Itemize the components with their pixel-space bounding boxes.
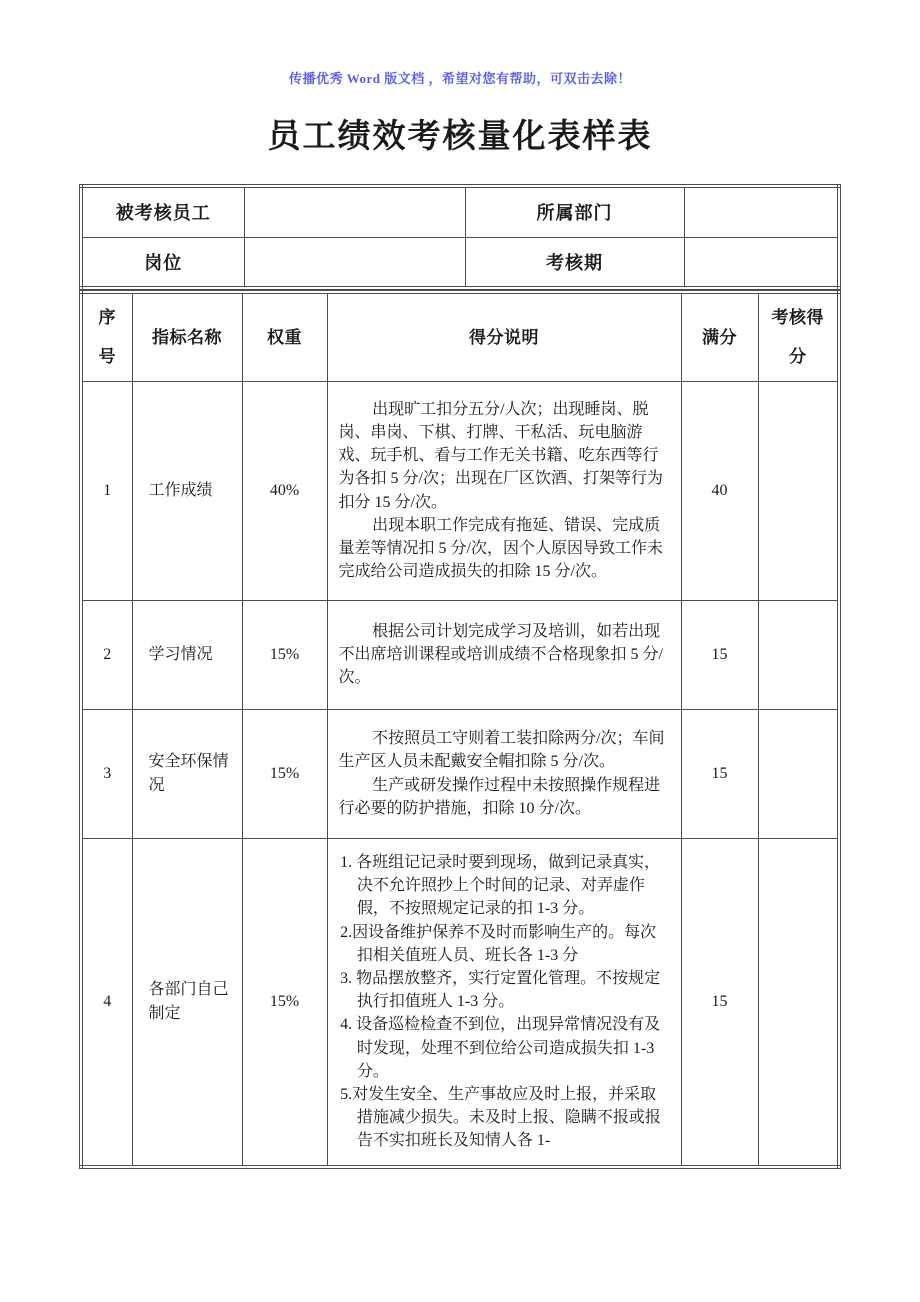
description-paragraph: 出现本职工作完成有拖延、错误、完成质量差等情况扣 5 分/次，因个人原因导致工作未完成给公司造成损失的扣除 15 分/次。 [338,516,663,581]
indicator-name: 安全环保情况 [132,709,242,838]
department-label: 所属部门 [465,186,684,237]
score-value-field[interactable] [758,381,839,600]
employee-label: 被考核员工 [81,186,244,237]
score-value-field[interactable] [758,600,839,709]
weight-value: 40% [242,381,327,600]
score-description [327,838,681,1167]
indicator-name: 各部门自己制定 [132,838,242,1167]
indicator-name: 学习情况 [132,600,242,709]
info-row-employee [81,186,839,237]
header-indicator: 指标名称 [132,292,242,381]
weight-value: 15% [242,600,327,709]
weight-value: 15% [242,838,327,1167]
header-max: 满分 [681,292,758,381]
score-description [327,600,681,709]
weight-value: 15% [242,709,327,838]
position-label: 岗位 [81,237,244,288]
page-title: 员工绩效考核量化表样表 [267,119,653,155]
max-score: 15 [681,709,758,838]
description-list-item: 1. 各班组记记录时要到现场，做到记录真实，决不允许照抄上个时间的记录、对弄虚作假，不按照规定记录的扣 1-3 分。 [340,854,661,918]
row-number: 1 [81,381,132,600]
max-score: 15 [681,600,758,709]
table-row [81,838,839,1167]
header-score: 考核得分 [758,292,839,381]
description-paragraph: 不按照员工守则着工装扣除两分/次；车间生产区人员未配戴安全帽扣除 5 分/次。 [338,730,665,771]
max-score: 15 [681,838,758,1167]
max-score: 40 [681,381,758,600]
employee-value-field[interactable] [244,186,465,237]
description-list-item: 3. 物品摆放整齐，实行定置化管理。不按规定执行扣值班人 1-3 分。 [340,969,661,1011]
row-number: 4 [81,838,132,1167]
description-paragraph: 生产或研发操作过程中未按照操作规程进行必要的防护措施，扣除 10 分/次。 [338,776,661,817]
description-list-item: 2.因设备维护保养不及时而影响生产的。每次扣相关值班人员、班长各 1-3 分 [340,923,657,964]
header-no: 序号 [81,292,132,381]
score-table-header-row [81,292,839,381]
table-row [81,709,839,838]
score-description [327,381,681,600]
promo-notice[interactable]: 传播优秀 Word 版文档 ，希望对您有帮助，可双击去除！ [288,71,632,86]
info-table [79,184,841,290]
description-paragraph: 出现旷工扣分五分/人次；出现睡岗、脱岗、串岗、下棋、打牌、干私活、玩电脑游戏、玩手机、看与工作无关书籍、吃东西等行为各扣 5 分/次；出现在厂区饮酒、打架等行为扣分 15 分/次。 [338,400,663,511]
period-label: 考核期 [465,237,684,288]
row-number: 2 [81,600,132,709]
header-weight: 权重 [242,292,327,381]
row-number: 3 [81,709,132,838]
department-value-field[interactable] [684,186,839,237]
indicator-name: 工作成绩 [132,381,242,600]
score-table [79,290,841,1169]
table-row [81,600,839,709]
header-description: 得分说明 [327,292,681,381]
description-paragraph: 根据公司计划完成学习及培训，如若出现不出席培训课程或培训成绩不合格现象扣 5 分/次。 [338,622,663,687]
score-value-field[interactable] [758,709,839,838]
description-list-item: 5.对发生安全、生产事故应及时上报，并采取措施减少损失。未及时上报、隐瞒不报或报告不实扣班长及知情人各 1- [340,1085,661,1150]
period-value-field[interactable] [684,237,839,288]
position-value-field[interactable] [244,237,465,288]
description-list-item: 4. 设备巡检检查不到位，出现异常情况没有及时发现，处理不到位给公司造成损失扣 1-3 分。 [340,1016,661,1080]
score-description [327,709,681,838]
info-row-position [81,237,839,288]
table-row [81,381,839,600]
score-value-field[interactable] [758,838,839,1167]
